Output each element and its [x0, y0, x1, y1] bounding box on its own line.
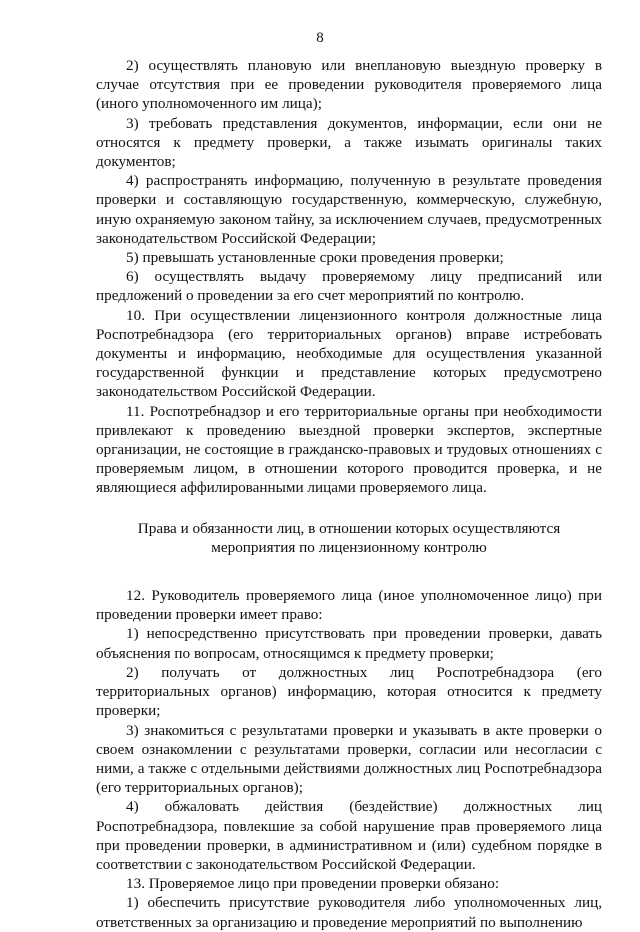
paragraph-clause-10: 10. При осуществлении лицензионного контроля должностные лица Роспотребнадзора (его территориальных органов) вправе истребовать документы и информацию, необходимые для осуществления указанной государственной функции и представление которых предусмотрено законодательством Российской Федерации.: [96, 306, 602, 401]
section-heading: Права и обязанности лиц, в отношении которых осуществляются мероприятия по лицензионному контролю: [137, 519, 561, 556]
paragraph-right-3: 3) знакомиться с результатами проверки и указывать в акте проверки о своем ознакомлении с результатами проверки, согласии или несогласии с ними, а также с отдельными действиями должностных лиц Роспотребнадзора (его территориальных органов);: [96, 721, 602, 797]
paragraph-right-1: 1) непосредственно присутствовать при проведении проверки, давать объяснения по вопросам, относящимся к предмету проверки;: [96, 625, 602, 662]
page-number: 8: [316, 30, 324, 46]
paragraph-item-3: 3) требовать представления документов, информации, если они не относятся к предмету проверки, а также изымать оригиналы таких документов;: [96, 114, 602, 171]
paragraph-clause-12: 12. Руководитель проверяемого лица (иное уполномоченное лицо) при проведении проверки имеет право:: [96, 587, 602, 624]
paragraph-right-4: 4) обжаловать действия (бездействие) должностных лиц Роспотребнадзора, повлекшие за собой нарушение прав проверяемого лица при проведении проверки, в административном и (или) судебном порядке в соответствии с законодательством Российской Федерации.: [96, 798, 602, 873]
document-body: [96, 56, 602, 932]
paragraph-item-5: 5) превышать установленные сроки проведения проверки;: [126, 249, 504, 267]
paragraph-item-6: 6) осуществлять выдачу проверяемому лицу предписаний или предложений о проведении за его счет мероприятий по контролю.: [96, 268, 602, 305]
paragraph-obligation-1: 1) обеспечить присутствие руководителя либо уполномоченных лиц, ответственных за организацию и проведение мероприятий по выполнению: [96, 894, 602, 931]
paragraph-clause-11: 11. Роспотребнадзор и его территориальные органы при необходимости привлекают к проведению выездной проверки экспертов, экспертные организации, не состоящие в гражданско-правовых и трудовых отношениях с проверяемым лицом, в отношении которого проводится проверка, и не являющиеся аффилированными лицами проверяемого лица.: [96, 402, 602, 497]
paragraph-item-4: 4) распространять информацию, полученную в результате проведения проверки и составляющую государственную, коммерческую, служебную, иную охраняемую законом тайну, за исключением случаев, предусмотренных законодательством Российской Федерации;: [96, 172, 602, 247]
paragraph-right-2: 2) получать от должностных лиц Роспотребнадзора (его территориальных органов) информацию, которая относится к предмету проверки;: [96, 663, 602, 720]
paragraph-clause-13: 13. Проверяемое лицо при проведении проверки обязано:: [126, 875, 500, 893]
paragraph-item-2: 2) осуществлять плановую или внеплановую выездную проверку в случае отсутствия при ее проведении руководителя проверяемого лица (иного уполномоченного им лица);: [96, 57, 602, 113]
